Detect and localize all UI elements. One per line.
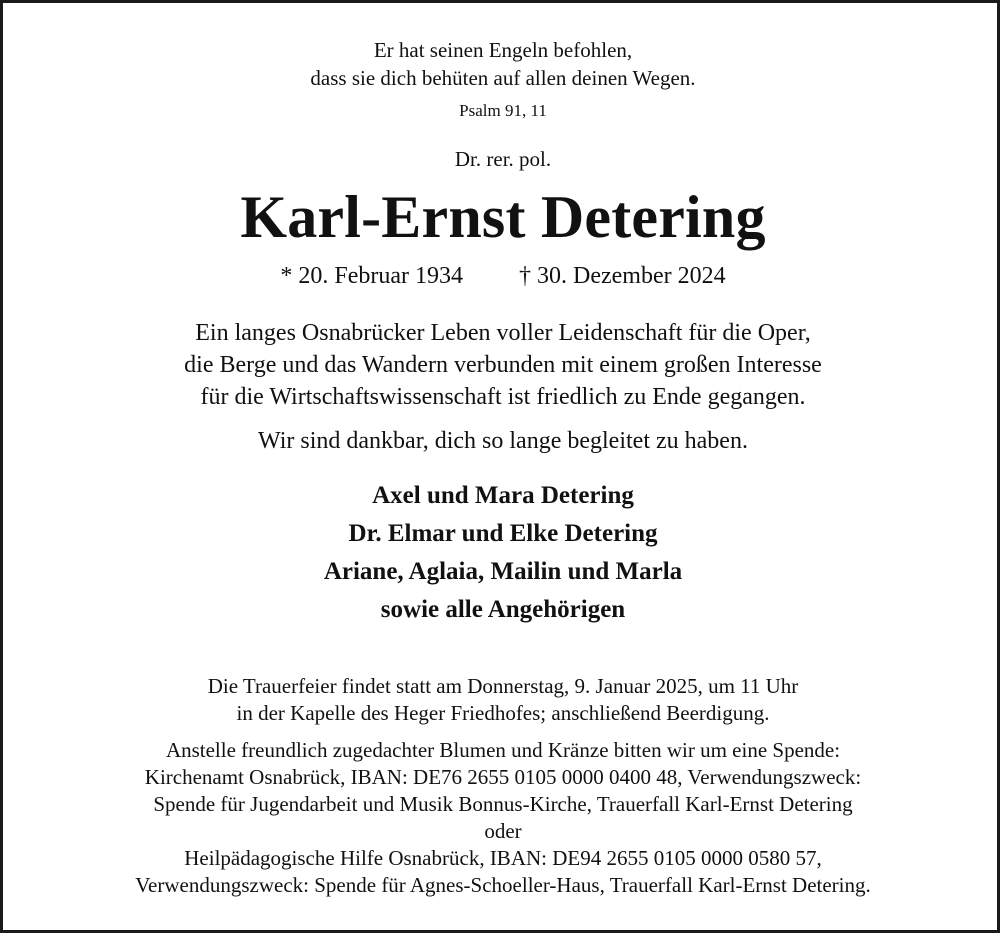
mourner-line-2: Dr. Elmar und Elke Detering	[348, 520, 658, 547]
funeral-line-2: in der Kapelle des Heger Friedhofes; anschließend Beerdigung.	[236, 701, 770, 725]
mourner-line-4: sowie alle Angehörigen	[380, 596, 626, 623]
donation-line-4: oder	[484, 819, 522, 843]
donation-line-5: Heilpädagogische Hilfe Osnabrück, IBAN: DE94 2655 0105 0000 0580 57,	[184, 846, 822, 870]
academic-title: Dr. rer. pol.	[454, 147, 552, 171]
tribute-line-3: für die Wirtschaftswissenschaft ist friedlich zu Ende gegangen.	[200, 384, 806, 410]
life-dates	[3, 264, 1000, 288]
birth-date: * 20. Februar 1934	[280, 263, 464, 289]
funeral-line-1: Die Trauerfeier findet statt am Donnerstag, 9. Januar 2025, um 11 Uhr	[207, 674, 799, 698]
donation-line-6: Verwendungszweck: Spende für Agnes-Schoeller-Haus, Trauerfall Karl-Ernst Detering.	[135, 873, 871, 897]
death-date: † 30. Dezember 2024	[519, 263, 726, 289]
mourner-line-3: Ariane, Aglaia, Mailin und Marla	[323, 558, 683, 585]
tribute-line-2: die Berge und das Wandern verbunden mit einem großen Interesse	[184, 352, 822, 378]
tribute-line-1: Ein langes Osnabrücker Leben voller Leidenschaft für die Oper,	[195, 320, 811, 346]
verse-source: Psalm 91, 11	[459, 101, 547, 120]
thanks-line: Wir sind dankbar, dich so lange begleitet zu haben.	[258, 428, 748, 454]
verse-line-1: Er hat seinen Engeln befohlen,	[373, 38, 633, 62]
mourner-line-1: Axel und Mara Detering	[372, 482, 634, 509]
donation-line-1: Anstelle freundlich zugedachter Blumen und Kränze bitten wir um eine Spende:	[165, 738, 841, 762]
deceased-name: Karl-Ernst Detering	[240, 184, 766, 250]
donation-line-3: Spende für Jugendarbeit und Musik Bonnus-Kirche, Trauerfall Karl-Ernst Detering	[153, 792, 853, 816]
donation-line-2: Kirchenamt Osnabrück, IBAN: DE76 2655 0105 0000 0400 48, Verwendungszweck:	[144, 765, 862, 789]
verse-line-2: dass sie dich behüten auf allen deinen Wegen.	[310, 66, 696, 90]
